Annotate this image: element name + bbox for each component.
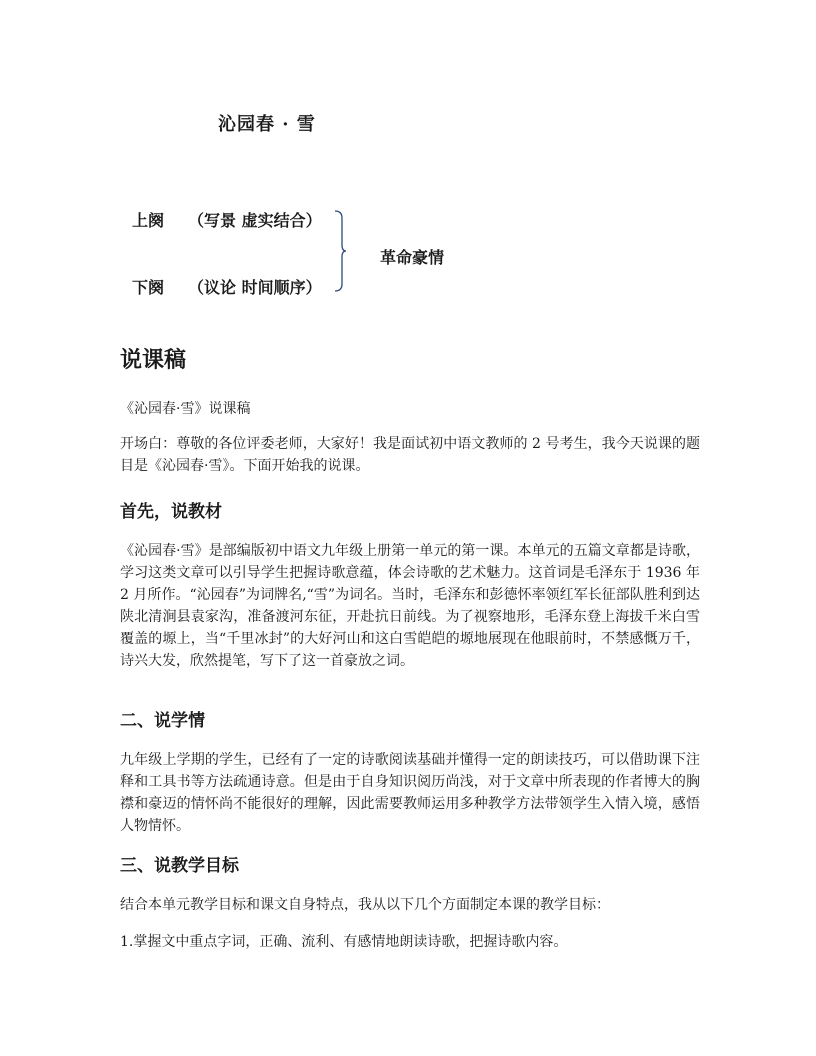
goals-intro-paragraph: 结合本单元教学目标和课文自身特点，我从以下几个方面制定本课的教学目标： (120, 897, 610, 913)
document-title: 说课稿 (120, 348, 187, 373)
material-paragraph: 《沁园春·雪》是部编版初中语文九年级上册第一单元的第一课。本单元的五篇文章都是诗歌，学习这类文章可以引导学生把握诗歌意蕴，体会诗歌的艺术魅力。这首词是毛泽东于 1936 年 2 月所作。“沁园春”为词牌名,“雪”为词名。当时，毛泽东和彭德怀率领红军长征部队胜利到达陕北清涧县袁家沟，准备渡河东征，开赴抗日前线。为了视察地形，毛泽东登上海拔千米白雪覆盖的塬上，当“千里冰封”的大好河山和这白雪皑皑的塬地展现在他眼前时，不禁感慨万千，诗兴大发，欣然提笔，写下了这一首豪放之词。 (120, 543, 700, 669)
right-brace-icon (334, 210, 346, 292)
lower-stanza-label: 下阕 (132, 278, 165, 297)
section-heading-material: 首先，说教材 (120, 502, 222, 522)
goal-item-1: 1.掌握文中重点字词，正确、流利、有感情地朗读诗歌，把握诗歌内容。 (120, 934, 568, 950)
lower-stanza-description: （议论 时间顺序） (188, 278, 322, 297)
section-heading-goals: 三、说教学目标 (120, 856, 239, 876)
opening-paragraph: 开场白：尊敬的各位评委老师，大家好！我是面试初中语文教师的 2 号考生，我今天说课的题目是《沁园春·雪》。下面开始我的说课。 (120, 436, 700, 474)
learners-paragraph: 九年级上学期的学生，已经有了一定的诗歌阅读基础并懂得一定的朗读技巧，可以借助课下注释和工具书等方法疏通诗意。但是由于自身知识阅历尚浅，对于文章中所表现的作者博大的胸襟和豪迈的情怀尚不能很好的理解，因此需要教师运用多种教学方法带领学生入情入境，感悟人物情怀。 (120, 752, 700, 834)
theme-label: 革命豪情 (380, 248, 445, 267)
document-subtitle: 《沁园春·雪》说课稿 (120, 401, 251, 417)
poem-title: 沁园春 · 雪 (218, 114, 316, 135)
upper-stanza-label: 上阕 (132, 211, 165, 230)
upper-stanza-description: （写景 虚实结合） (188, 211, 322, 230)
section-heading-learners: 二、说学情 (120, 711, 205, 731)
